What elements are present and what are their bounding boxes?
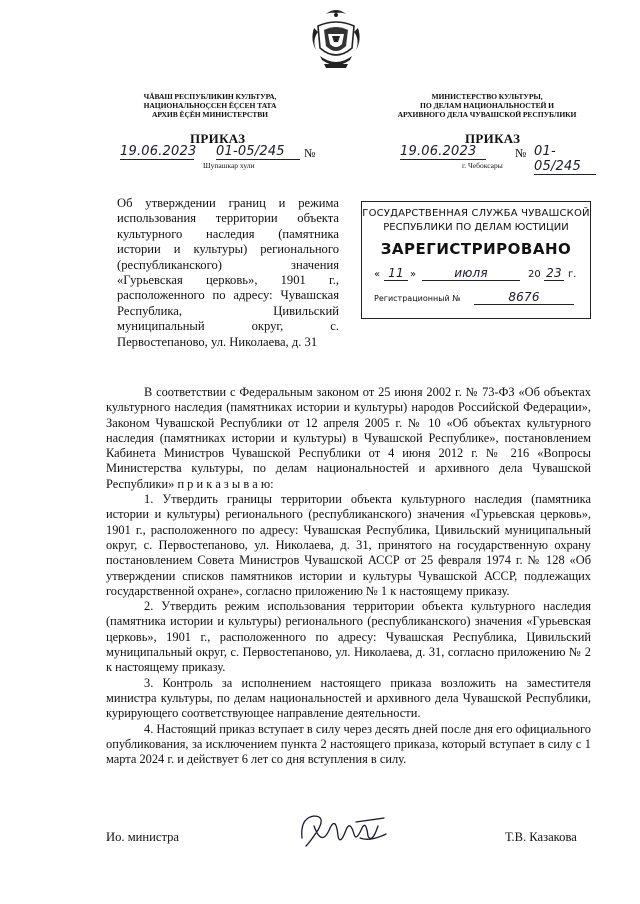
order-place-right: г. Чебоксары [462, 161, 503, 170]
order-number-right: 01-05/245 [534, 144, 596, 175]
signatory-name: Т.В. Казакова [505, 830, 577, 844]
ministry-header-chuvash [112, 92, 308, 119]
order-title-right: ПРИКАЗ [465, 131, 521, 146]
order-date-left: 19.06.2023 [120, 144, 197, 159]
stamp-year: 23 [544, 266, 564, 281]
header-left-line-2: НАЦИОНАЛЬНОÇСЕН ĔÇСЕН ТАТА [143, 101, 277, 110]
stamp-reg-number: 8676 [474, 290, 574, 305]
header-right-line-1: МИНИСТЕРСТВО КУЛЬТУРЫ, [431, 92, 543, 101]
stamp-quote-close: » [410, 269, 417, 280]
stamp-date-row [370, 268, 584, 284]
order-item-3: 3. Контроль за исполнением настоящего приказа возложить на заместителя министра культуры, по делам национальностей и архивного дела Чувашской Республики, курирующего соответствующее направление деятельности. [106, 675, 591, 721]
order-item-2: 2. Утвердить режим использования территории объекта культурного наследия (памятника истории и культуры) регионального (республиканского) значения «Гурьевская церковь», 1901 г., расположенного по адресу: Чувашская Республика, Цивильский муниципальный округ, с. Первостепаново, ул. Николаева, д. 31, согласно приложению № 2 к настоящему приказу. [106, 599, 591, 675]
stamp-registered-label: ЗАРЕГИСТРИРОВАНО [380, 240, 572, 258]
stamp-agency-line-1: ГОСУДАРСТВЕННАЯ СЛУЖБА ЧУВАШСКОЙ [362, 208, 590, 219]
ministry-header-russian [384, 92, 590, 119]
order-body [106, 385, 591, 767]
stamp-day: 11 [384, 266, 408, 281]
header-right-line-3: АРХИВНОГО ДЕЛА ЧУВАШСКОЙ РЕСПУБЛИКИ [397, 110, 577, 119]
stamp-year-suffix: г. [568, 269, 577, 280]
stamp-agency-line-2: РЕСПУБЛИКИ ПО ДЕЛАМ ЮСТИЦИИ [383, 222, 569, 233]
order-title-left: ПРИКАЗ [190, 131, 246, 146]
order-item-1: 1. Утвердить границы территории объекта культурного наследия (памятника истории и культуры) регионального (республиканского) значения «Гурьевская церковь», 1901 г., расположенного по адресу: Чувашская Республика, Цивильский муниципальный округ, с. Первостепаново, ул. Николаева, д. 31, принятого на государственную охрану постановлением Совета Министров Чувашской АССР от 25 февраля 1974 г. № 128 «Об утверждении списков памятников истории и культуры Чувашской АССР, подлежащих государственной охране», согласно приложению № 1 к настоящему приказу. [106, 492, 591, 598]
header-left-line-3: АРХИВ ĔÇĔН МИНИСТЕРСТВИ [152, 110, 268, 119]
stamp-month: июля [422, 266, 520, 281]
order-item-4: 4. Настоящий приказ вступает в силу через десять дней после дня его официального опубликования, за исключением пункта 2 настоящего приказа, который вступает в силу с 1 марта 2024 г. и действует 6 лет со дня вступления в силу. [106, 721, 591, 767]
stamp-reg-label: Регистрационный № [374, 294, 461, 303]
preamble-paragraph: В соответствии с Федеральным законом от 25 июня 2002 г. № 73-ФЗ «Об объектах культурного наследия (памятниках истории и культуры) народов Российской Федерации», Законом Чувашской Республики от 12 апреля 2005 г. № 10 «Об объектах культурного наследия (памятниках истории и культуры) в Чувашской Республике», постановлением Кабинета Министров Чувашской Республики от 4 июня 2012 г. № 216 «Вопросы Министерства культуры, по делам национальностей и архивного дела Чувашской Республики» п р и к а з ы в а ю: [106, 385, 591, 491]
order-place-left: Шупашкар хули [203, 161, 255, 170]
number-sign-left: № [304, 146, 316, 160]
order-date-right: 19.06.2023 [400, 144, 486, 160]
order-number-left: 01-05/245 [216, 144, 300, 160]
header-left-line-1: ЧĂВАШ РЕСПУБЛИКИН КУЛЬТУРА, [143, 92, 277, 101]
number-sign-right: № [515, 146, 527, 160]
stamp-quote-open: « [374, 269, 381, 280]
stamp-number-row [370, 292, 584, 308]
handwritten-signature [296, 808, 392, 852]
header-right-line-2: ПО ДЕЛАМ НАЦИОНАЛЬНОСТЕЙ И [420, 101, 554, 110]
registration-stamp [361, 201, 591, 319]
signatory-position: Ио. министра [106, 830, 180, 844]
coat-of-arms-emblem [306, 6, 366, 78]
stamp-year-prefix: 20 [528, 269, 541, 280]
document-title: Об утверждении границ и режима использования территории объекта культурного наследия (памятника истории и культуры) регионального (республиканского) значения «Гурьевская церковь», 1901 г., расположенного по адресу: Чувашская Республика, Цивильский муниципальный округ, с. Первостепаново, ул. Николаева, д. 31 [117, 196, 339, 349]
